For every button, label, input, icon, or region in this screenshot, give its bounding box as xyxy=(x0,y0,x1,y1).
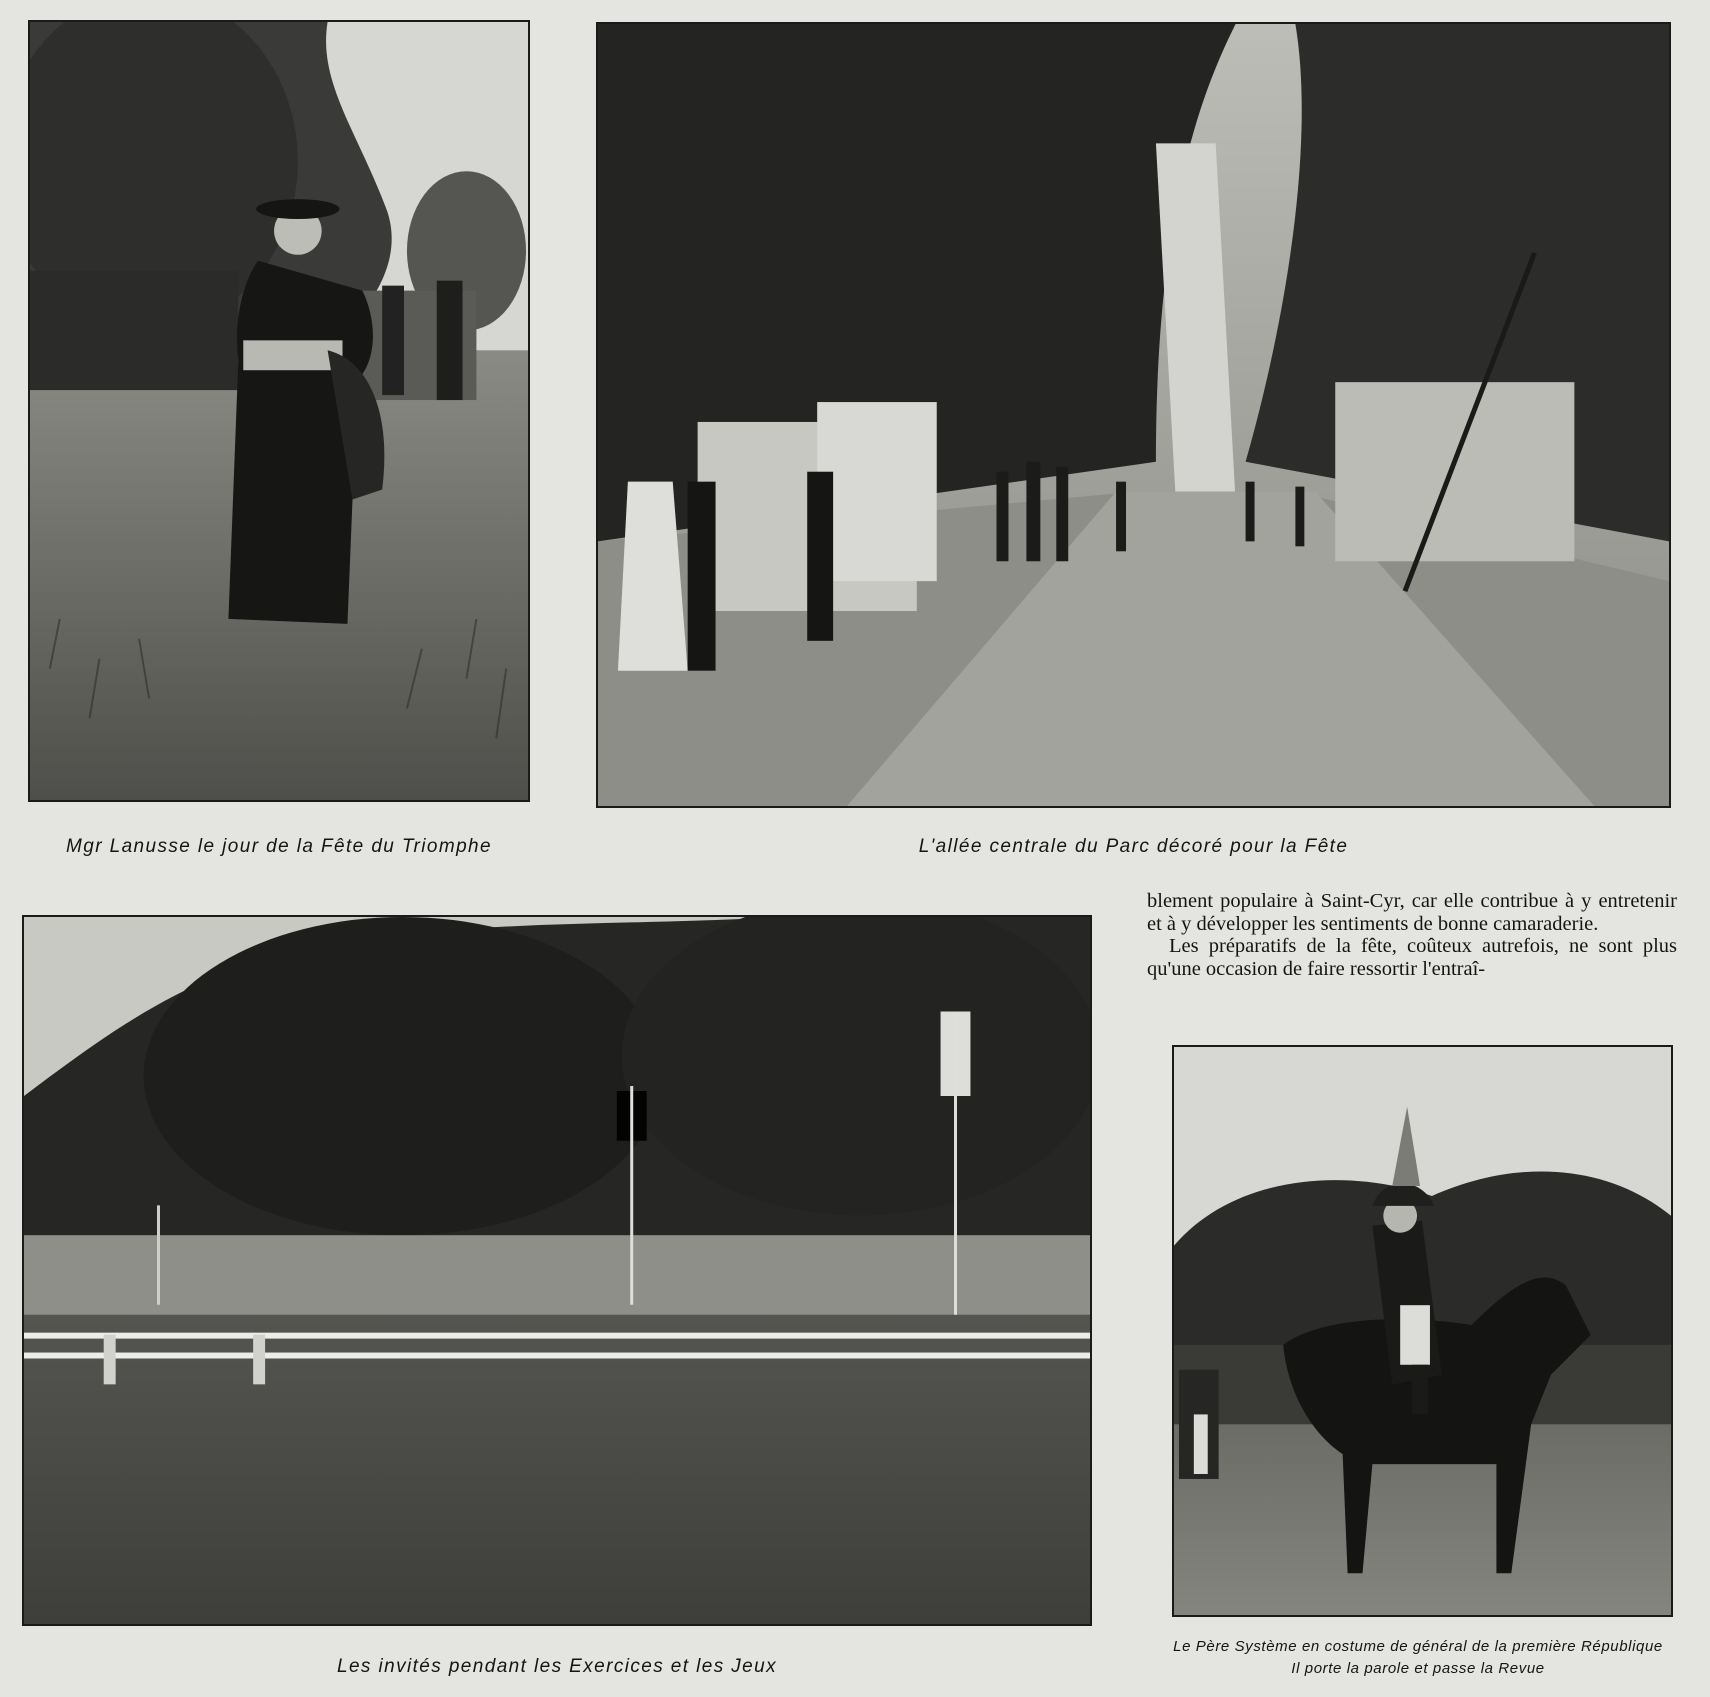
article-paragraph-2: Les préparatifs de la fête, coûteux autrefois, ne sont plus qu'une occasion de faire ressortir l'entraî- xyxy=(1147,935,1677,980)
article-paragraph-1: blement populaire à Saint-Cyr, car elle contribue à y entretenir et à y développer les sentiments de bonne camaraderie. xyxy=(1147,890,1677,935)
photo-mgr-lanusse xyxy=(28,20,530,802)
photo-mgr-lanusse-image xyxy=(30,22,528,800)
photo-pere-systeme-image xyxy=(1174,1047,1671,1615)
caption-pere-systeme-line-1: Le Père Système en costume de général de la première République xyxy=(1173,1638,1663,1655)
caption-mgr-lanusse: Mgr Lanusse le jour de la Fête du Triomphe xyxy=(66,836,492,857)
photo-pere-systeme xyxy=(1172,1045,1673,1617)
caption-allee-centrale: L'allée centrale du Parc décoré pour la Fête xyxy=(918,836,1349,857)
article-text xyxy=(1147,890,1677,980)
photo-les-invites-image xyxy=(24,917,1090,1624)
photo-les-invites xyxy=(22,915,1092,1626)
caption-pere-systeme-line-2: Il porte la parole et passe la Revue xyxy=(1291,1660,1545,1677)
photo-allee-centrale-image xyxy=(598,24,1669,806)
caption-les-invites: Les invités pendant les Exercices et les Jeux xyxy=(336,1656,778,1677)
photo-allee-centrale xyxy=(596,22,1671,808)
